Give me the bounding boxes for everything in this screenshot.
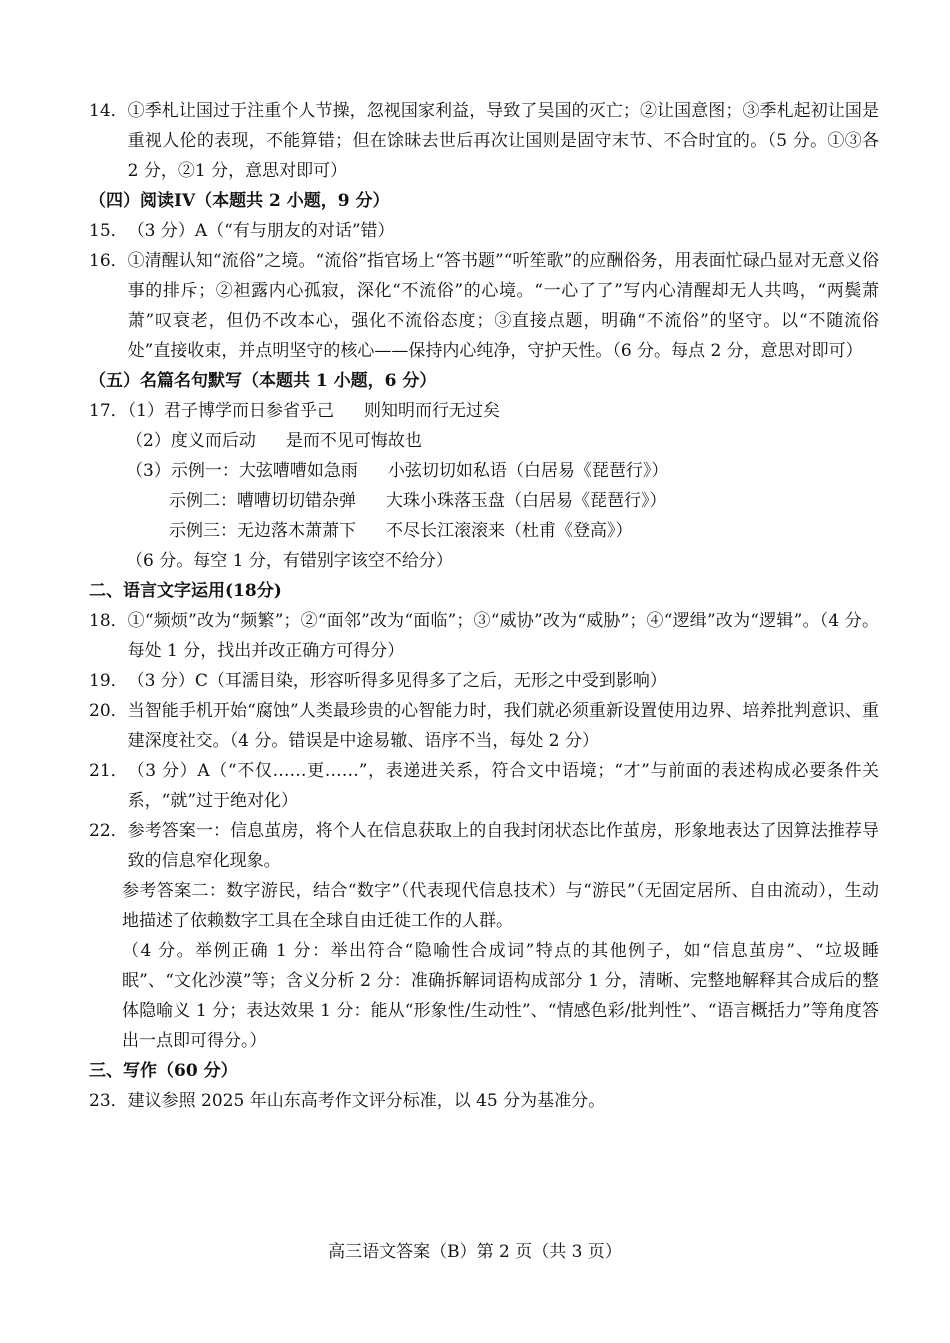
answer-line-4b: 大珠小珠落玉盘（白居易《琵琶行》） — [386, 491, 667, 511]
answer-line-3b: 小弦切切如私语（白居易《琵琶行》） — [387, 461, 669, 481]
answer-line-5a: 示例三：无边落木萧萧下 — [169, 521, 356, 541]
question-number: 20． — [89, 701, 128, 721]
answer-line-3a: （3）示例一：大弦嘈嘈如急雨 — [126, 461, 358, 481]
answer-20 — [89, 696, 879, 756]
answer-23 — [89, 1086, 879, 1116]
answer-text: 当智能手机开始“腐蚀”人类最珍贵的心智能力时，我们就必须重新设置使用边界、培养批判意识、重建深度社交。（4 分。错误是中途易辙、语序不当，每处 2 分） — [127, 701, 879, 751]
section-heading-recitation: （五）名篇名句默写（本题共 1 小题，6 分） — [89, 371, 437, 391]
page-footer: 高三语文答案（B）第 2 页（共 3 页） — [328, 1242, 622, 1262]
answer-22 — [89, 816, 879, 876]
answer-line-2b: 是而不见可悔故也 — [285, 431, 422, 451]
answer-line-1a: （1）君子博学而日参省乎己 — [127, 401, 334, 421]
answer-15 — [89, 216, 879, 246]
answer-text: （3 分）A（“有与朋友的对话”错） — [127, 221, 395, 241]
answer-line-5b: 不尽长江滚滚来（杜甫《登高》） — [386, 521, 633, 541]
answer-21 — [89, 756, 879, 816]
question-number: 17． — [89, 401, 128, 421]
answer-line-2a: （2）度义而后动 — [126, 431, 256, 451]
question-number: 14． — [89, 101, 128, 121]
question-number: 21． — [89, 761, 128, 781]
question-number: 22． — [89, 821, 128, 841]
question-number: 16． — [89, 251, 128, 271]
answer-paragraph-1: 参考答案一：信息茧房，将个人在信息获取上的自我封闭状态比作茧房，形象地表达了因算法推荐导致的信息窄化现象。 — [127, 821, 879, 871]
answer-text: ①“频烦”改为“频繁”；②“面邻”改为“面临”；③“威协”改为“威胁”；④“逻缉”改为“逻辑”。（4 分。每处 1 分，找出并改正确方可得分） — [127, 611, 879, 661]
question-number: 15． — [89, 221, 128, 241]
answer-14 — [89, 96, 879, 186]
answer-content — [89, 96, 879, 1116]
answer-19 — [89, 666, 879, 696]
answer-16 — [89, 246, 879, 366]
answer-17 — [89, 396, 879, 576]
answer-line-1b: 则知明而行无过矣 — [363, 401, 500, 421]
answer-18 — [89, 606, 879, 666]
answer-text: （3 分）A（“不仅……更……”，表递进关系，符合文中语境；“才”与前面的表述构成必要条件关系，“就”过于绝对化） — [127, 761, 879, 811]
section-heading-writing: 三、写作（60 分） — [89, 1061, 238, 1081]
section-heading-language-use: 二、语言文字运用(18分) — [89, 581, 282, 601]
question-number: 19． — [89, 671, 128, 691]
answer-line-4a: 示例二：嘈嘈切切错杂弹 — [169, 491, 356, 511]
question-number: 18． — [89, 611, 128, 631]
answer-text: ①季札让国过于注重个人节操，忽视国家利益，导致了吴国的灭亡；②让国意图；③季札起初让国是重视人伦的表现，不能算错；但在馀昧去世后再次让国则是固守末节、不合时宜的。（5 分。①③各 2 分，②1 分，意思对即可） — [127, 101, 879, 181]
section-heading-reading-4: （四）阅读IV（本题共 2 小题，9 分） — [89, 191, 390, 211]
answer-paragraph-3: （4 分。举例正确 1 分：举出符合“隐喻性合成词”特点的其他例子，如“信息茧房”、“垃圾睡眠”、“文化沙漠”等；含义分析 2 分：准确拆解词语构成部分 1 分，清晰、完整地解释其合成后的整体隐喻义 1 分；表达效果 1 分：能从“形象性/生动性”、“情感色彩/批判性”、“语言概括力”等角度答出一点即可得分。） — [122, 941, 879, 1051]
answer-text: ①清醒认知“流俗”之境。“流俗”指官场上“答书题”“听笙歌”的应酬俗务，用表面忙碌凸显对无意义俗事的排斥；②袒露内心孤寂，深化“不流俗”的心境。“一心了了”写内心清醒却无人共鸣，“两鬓萧萧”叹衰老，但仍不改本心，强化不流俗态度；③直接点题，明确“不流俗”的坚守。以“不随流俗处”直接收束，并点明坚守的核心——保持内心纯净，守护天性。（6 分。每点 2 分，意思对即可） — [127, 251, 879, 361]
scoring-note: （6 分。每空 1 分，有错别字该空不给分） — [126, 551, 453, 571]
answer-paragraph-2: 参考答案二：数字游民，结合“数字”（代表现代信息技术）与“游民”（无固定居所、自由流动），生动地描述了依赖数字工具在全球自由迁徙工作的人群。 — [122, 881, 879, 931]
answer-text: 建议参照 2025 年山东高考作文评分标准，以 45 分为基准分。 — [127, 1091, 606, 1111]
answer-text: （3 分）C（耳濡目染，形容听得多见得多了之后，无形之中受到影响） — [127, 671, 667, 691]
question-number: 23． — [89, 1091, 128, 1111]
